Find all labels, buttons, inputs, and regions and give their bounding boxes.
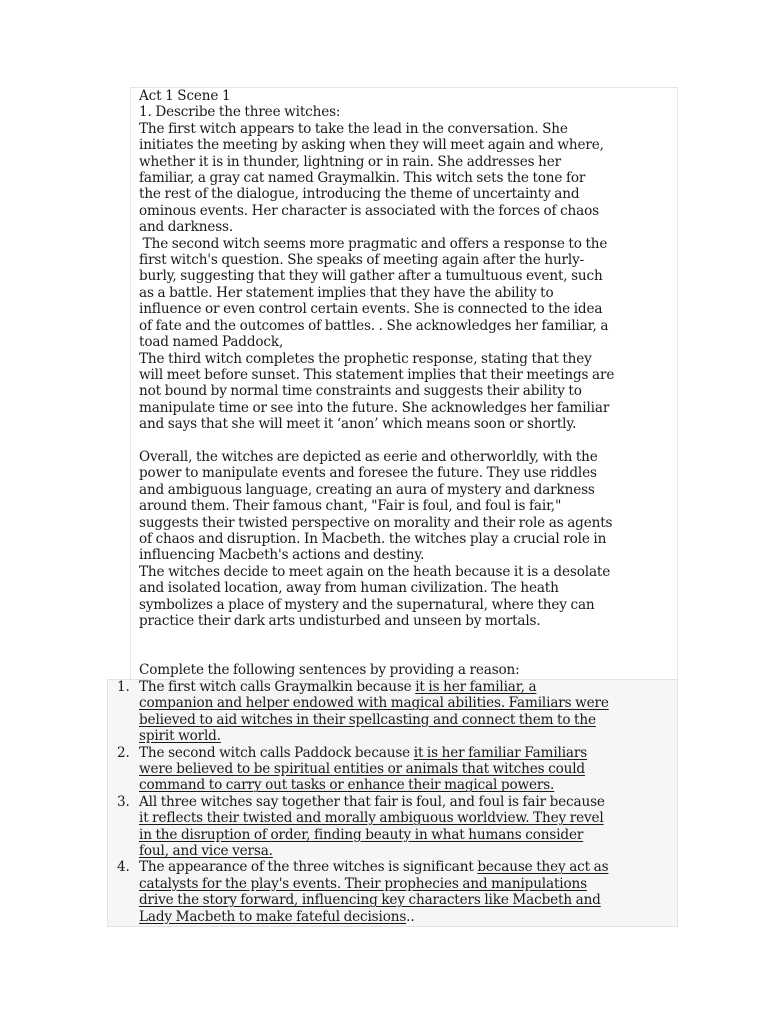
text-line: influence or even control certain events. She is connected to the idea xyxy=(139,301,603,318)
answer-line xyxy=(139,859,678,875)
text-line: around them. Their famous chant, "Fair is foul, and foul is fair," xyxy=(139,498,562,515)
list-item xyxy=(107,745,678,794)
text-line: practice their dark arts undisturbed and unseen by mortals. xyxy=(139,612,541,629)
text-line: toad named Paddock, xyxy=(139,334,284,351)
answer-underlined: it is her familiar Familiars xyxy=(413,744,588,761)
witch3-paragraph xyxy=(139,351,679,433)
answer-underlined: it reflects their twisted and morally ambiguous worldview. They revel xyxy=(139,810,604,827)
answer-line xyxy=(139,745,678,761)
text-line: will meet before sunset. This statement implies that their meetings are xyxy=(139,366,615,383)
answer-underlined: were believed to be spiritual entities or animals that witches could xyxy=(139,761,585,778)
answer-line xyxy=(139,777,678,793)
answer-line xyxy=(139,827,678,843)
answer-line xyxy=(139,695,678,711)
list-number: 3. xyxy=(117,793,130,810)
text-line: ominous events. Her character is associated with the forces of chaos xyxy=(139,202,599,219)
overall-paragraph xyxy=(139,449,679,564)
answer-text: All three witches say together that fair is foul, and foul is fair because xyxy=(139,793,605,810)
list-number: 1. xyxy=(117,679,130,695)
answer-underlined: believed to aid witches in their spellcasting and connect them to the xyxy=(139,711,596,728)
text-line: and isolated location, away from human civilization. The heath xyxy=(139,580,559,597)
witch2-paragraph xyxy=(139,236,679,351)
text-line: manipulate time or see into the future. She acknowledges her familiar xyxy=(139,399,610,416)
text-line: Overall, the witches are depicted as eerie and otherworldly, with the xyxy=(139,448,598,465)
answer-underlined: command to carry out tasks or enhance their magical powers. xyxy=(139,777,555,794)
answer-line xyxy=(139,679,678,695)
text-line: The second witch seems more pragmatic and offers a response to the xyxy=(139,235,608,252)
paragraph-spacer xyxy=(139,629,679,662)
text-line: The third witch completes the prophetic response, stating that they xyxy=(139,350,592,367)
list-number: 2. xyxy=(117,744,130,761)
text-line: and says that she will meet it ‘anon’ which means soon or shortly. xyxy=(139,416,577,433)
text-line: influencing Macbeth's actions and destiny. xyxy=(139,547,425,564)
answer-line xyxy=(139,892,678,908)
text-line: suggests their twisted perspective on morality and their role as agents xyxy=(139,514,613,531)
answer-underlined: drive the story forward, influencing key characters like Macbeth and xyxy=(139,892,601,909)
text-line: as a battle. Her statement implies that they have the ability to xyxy=(139,284,554,301)
answer-underlined: catalysts for the play's events. Their prophecies and manipulations xyxy=(139,875,587,892)
text-line: the rest of the dialogue, introducing the theme of uncertainty and xyxy=(139,186,580,203)
answer-line xyxy=(139,712,678,728)
answer-line xyxy=(139,810,678,826)
list-item xyxy=(107,859,678,925)
text-line: burly, suggesting that they will gather after a tumultuous event, such xyxy=(139,268,603,285)
answer-underlined: spirit world. xyxy=(139,728,221,745)
complete-prompt: Complete the following sentences by providing a reason: xyxy=(139,662,520,679)
text-line: and darkness. xyxy=(139,219,234,236)
text-line: power to manipulate events and foresee the future. They use riddles xyxy=(139,465,597,482)
answer-line xyxy=(139,794,678,810)
answers-list xyxy=(107,679,678,925)
answer-underlined: because they act as xyxy=(477,859,609,876)
text-line: first witch's question. She speaks of meeting again after the hurly- xyxy=(139,252,585,269)
text-line: and ambiguous language, creating an aura of mystery and darkness xyxy=(139,481,595,498)
heath-paragraph xyxy=(139,564,679,630)
text-line: initiates the meeting by asking when they will meet again and where, xyxy=(139,137,604,154)
answer-underlined: it is her familiar, a xyxy=(415,679,537,695)
text-line: of fate and the outcomes of battles. . She acknowledges her familiar, a xyxy=(139,317,609,334)
answer-tail: .. xyxy=(406,908,415,925)
witch1-paragraph xyxy=(139,121,679,236)
text-line: symbolizes a place of mystery and the supernatural, where they can xyxy=(139,596,595,613)
question-heading: 1. Describe the three witches: xyxy=(139,104,341,121)
answer-line xyxy=(139,761,678,777)
text-line: The first witch appears to take the lead in the conversation. She xyxy=(139,120,568,137)
answer-text: The first witch calls Graymalkin because xyxy=(139,679,416,695)
paragraph-spacer xyxy=(139,433,679,449)
answer-underlined: in the disruption of order, finding beauty in what humans consider xyxy=(139,826,584,843)
list-item xyxy=(107,679,678,745)
answer-line xyxy=(139,909,678,925)
text-line: of chaos and disruption. In Macbeth. the witches play a crucial role in xyxy=(139,530,607,547)
answer-line xyxy=(139,876,678,892)
answer-text: The appearance of the three witches is significant xyxy=(139,859,478,876)
text-line: The witches decide to meet again on the heath because it is a desolate xyxy=(139,563,611,580)
list-number: 4. xyxy=(117,859,130,876)
answer-underlined: Lady Macbeth to make fateful decisions xyxy=(139,908,407,925)
document-body xyxy=(139,88,679,679)
answer-line xyxy=(139,843,678,859)
text-line: not bound by normal time constraints and suggests their ability to xyxy=(139,383,582,400)
answer-underlined: foul, and vice versa. xyxy=(139,843,273,860)
answer-line xyxy=(139,728,678,744)
text-line: familiar, a gray cat named Graymalkin. This witch sets the tone for xyxy=(139,170,586,187)
answer-text: The second witch calls Paddock because xyxy=(139,744,414,761)
scene-heading: Act 1 Scene 1 xyxy=(139,88,231,104)
text-line: whether it is in thunder, lightning or in rain. She addresses her xyxy=(139,153,561,170)
answer-underlined: companion and helper endowed with magical abilities. Familiars were xyxy=(139,695,609,712)
list-item xyxy=(107,794,678,860)
